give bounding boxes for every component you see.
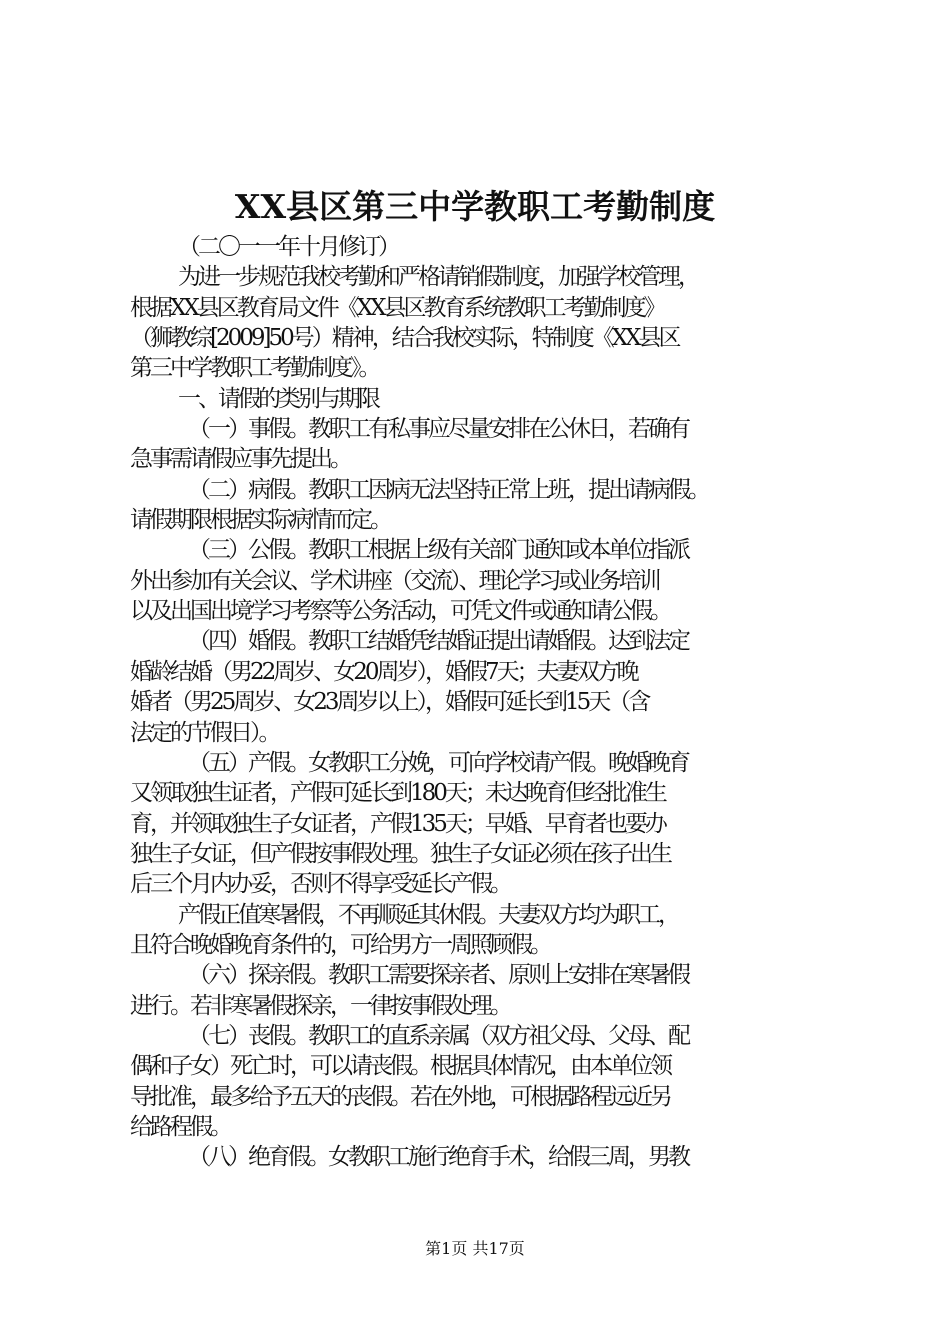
paragraph-line: 为进一步规范我校考勤和严格请销假制度，加强学校管理， [178, 264, 698, 291]
paragraph-line: （三）公假。教职工根据上级有关部门通知或本单位指派 [188, 537, 688, 564]
paragraph-line: 婚龄结婚（男22周岁、女20周岁），婚假7天；夫妻双方晚 [130, 658, 637, 685]
paragraph-line: （七）丧假。教职工的直系亲属（双方祖父母、父母、配 [188, 1022, 688, 1049]
document-title: XX县区第三中学教职工考勤制度 [234, 187, 716, 226]
paragraph-line: （二）病假。教职工因病无法坚持正常上班，提出请病假。 [188, 476, 708, 503]
paragraph-line: （四）婚假。教职工结婚凭结婚证提出请婚假。达到法定 [188, 628, 688, 655]
paragraph-line: 第三中学教职工考勤制度》。 [130, 355, 379, 382]
paragraph-line: （八）绝育假。女教职工施行绝育手术，给假三周，男教 [188, 1144, 688, 1171]
paragraph-line: 外出参加有关会议、学术讲座（交流）、理论学习或业务培训 [130, 567, 659, 594]
paragraph-line: 产假正值寒暑假，不再顺延其休假。夫妻双方均为职工， [178, 901, 678, 928]
page-footer: 第1页 共17页 [425, 1239, 525, 1258]
paragraph-line: 且符合晚婚晚育条件的，可给男方一周照顾假。 [130, 931, 550, 958]
revision-note: （二〇一一年十月修订） [178, 234, 398, 260]
document-body [130, 232, 846, 1173]
paragraph-line: （一）事假。教职工有私事应尽量安排在公休日，若确有 [188, 416, 688, 443]
paragraph-line: 以及出国出境学习考察等公务活动，可凭文件或通知请公假。 [130, 598, 670, 625]
paragraph-line: 进行。若非寒暑假探亲，一律按事假处理。 [130, 992, 510, 1019]
paragraph-line: 请假期限根据实际病情而定。 [130, 507, 390, 534]
section-heading: 一、请假的类别与期限 [178, 385, 378, 412]
paragraph-line: （五）产假。女教职工分娩，可向学校请产假。晚婚晚育 [188, 749, 688, 776]
paragraph-line: 导批准，最多给予五天的丧假。若在外地，可根据路程远近另 [130, 1083, 670, 1110]
paragraph-line: 偶和子女）死亡时，可以请丧假。根据具体情况，由本单位领 [130, 1053, 670, 1080]
paragraph-line: 又领取独生证者，产假可延长到180天；未达晚育但经批准生 [130, 780, 665, 807]
paragraph-line: 后三个月内办妥，否则不得享受延长产假。 [130, 871, 510, 898]
paragraph-line: 独生子女证，但产假按事假处理。独生子女证必须在孩子出生 [130, 840, 670, 867]
paragraph-line: （六）探亲假。教职工需要探亲者、原则上安排在寒暑假 [188, 962, 688, 989]
paragraph-line: 法定的节假日）。 [130, 719, 279, 746]
paragraph-line: 育，并领取独生子女证者，产假135天；早婚、早育者也要办 [130, 810, 665, 837]
paragraph-line: 急事需请假应事先提出。 [130, 446, 350, 473]
paragraph-line: 根据XX县区教育局文件《XX县区教育系统教职工考勤制度》 [130, 294, 664, 321]
paragraph-line: （狮教综[2009]50号）精神，结合我校实际，特制度《XX县区 [130, 325, 679, 352]
paragraph-line: 婚者（男25周岁、女23周岁以上），婚假可延长到15天（含 [130, 689, 649, 716]
paragraph-line: 给路程假。 [130, 1113, 230, 1140]
